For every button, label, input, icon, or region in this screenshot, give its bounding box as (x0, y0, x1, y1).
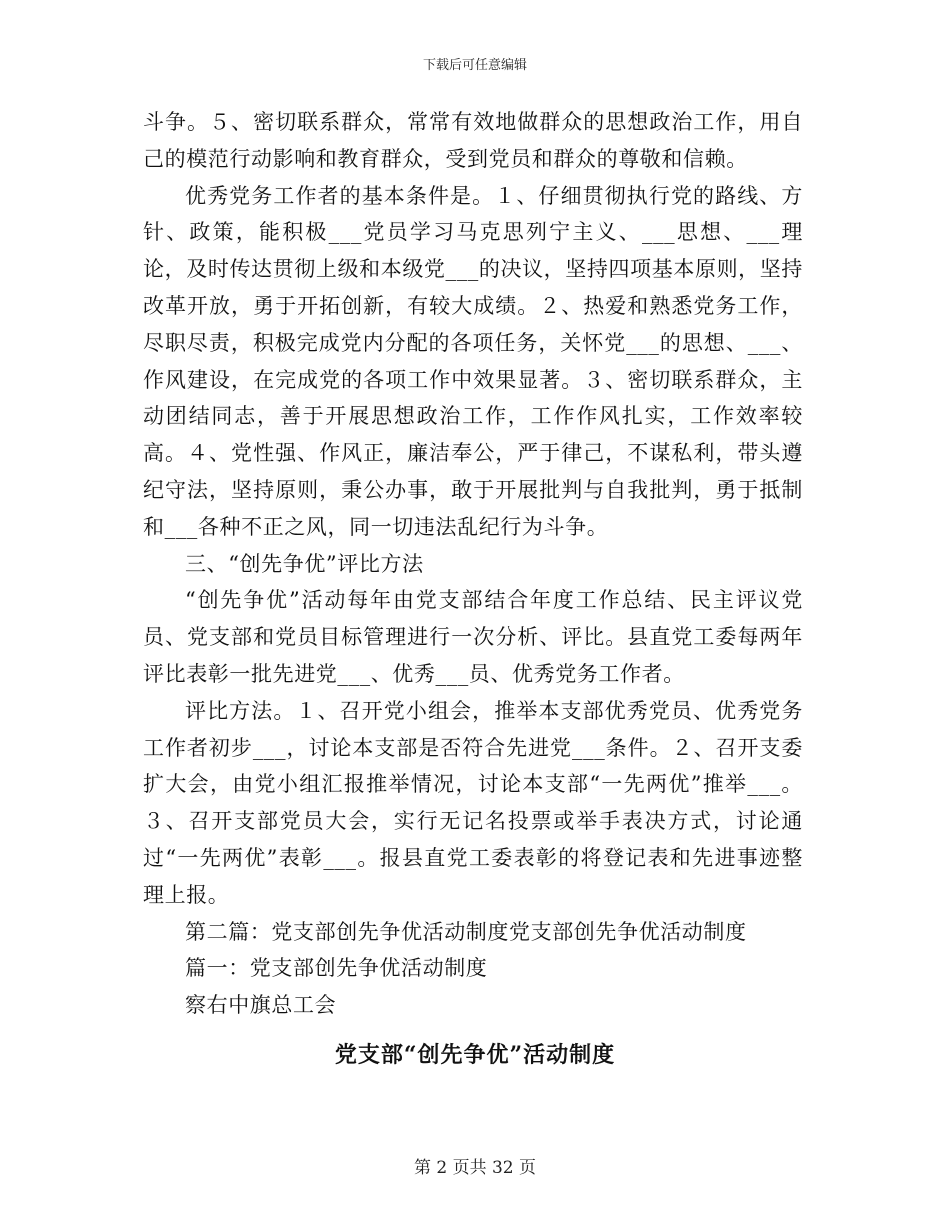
paragraph-1: 斗争。５、密切联系群众，常常有效地做群众的思想政治工作，用自己的模范行动影响和教育群众，受到党员和群众的尊敬和信赖。 (143, 110, 803, 171)
chapter-heading: 第二篇：党支部创先争优活动制度党支部创先争优活动制度 (185, 919, 747, 944)
section-heading: 三、“创先争优”评比方法 (185, 551, 424, 576)
document-title: 党支部“创先争优”活动制度 (334, 1042, 616, 1068)
paragraph-3: “创先争优”活动每年由党支部结合年度工作总结、民主评议党员、党支部和党员目标管理进行一次分析、评比。县直党工委每两年评比表彰一批先进党___、优秀___员、优秀党务工作者。 (143, 588, 803, 686)
subchapter-heading: 篇一：党支部创先争优活动制度 (185, 956, 488, 981)
page-footer: 第 2 页共 32 页 (413, 1158, 537, 1178)
page-header-note: 下载后可任意编辑 (422, 58, 527, 73)
paragraph-4: 评比方法。１、召开党小组会，推举本支部优秀党员、优秀党务工作者初步___，讨论本支部是否符合先进党___条件。２、召开支委扩大会，由党小组汇报推举情况，讨论本支部“一先两优”推举___。３、召开支部党员大会，实行无记名投票或举手表决方式，讨论通过“一先两优”表彰___。报县直党工委表彰的将登记表和先进事迹整理上报。 (143, 698, 803, 907)
paragraph-2: 优秀党务工作者的基本条件是。１、仔细贯彻执行党的路线、方针、政策，能积极___党员学习马克思列宁主义、___思想、___理论，及时传达贯彻上级和本级党___的决议，坚持四项基本原则，坚持改革开放，勇于开拓创新，有较大成绩。２、热爱和熟悉党务工作，尽职尽责，积极完成党内分配的各项任务，关怀党___的思想、___、作风建设，在完成党的各项工作中效果显著。３、密切联系群众，主动团结同志，善于开展思想政治工作，工作作风扎实，工作效率较高。４、党性强、作风正，廉洁奉公，严于律己，不谋私利，带头遵纪守法，坚持原则，秉公办事，敢于开展批判与自我批判，勇于抵制和___各种不正之风，同一切违法乱纪行为斗争。 (143, 183, 803, 539)
document-body (143, 104, 803, 1024)
organization-name: 察右中旗总工会 (185, 993, 337, 1018)
